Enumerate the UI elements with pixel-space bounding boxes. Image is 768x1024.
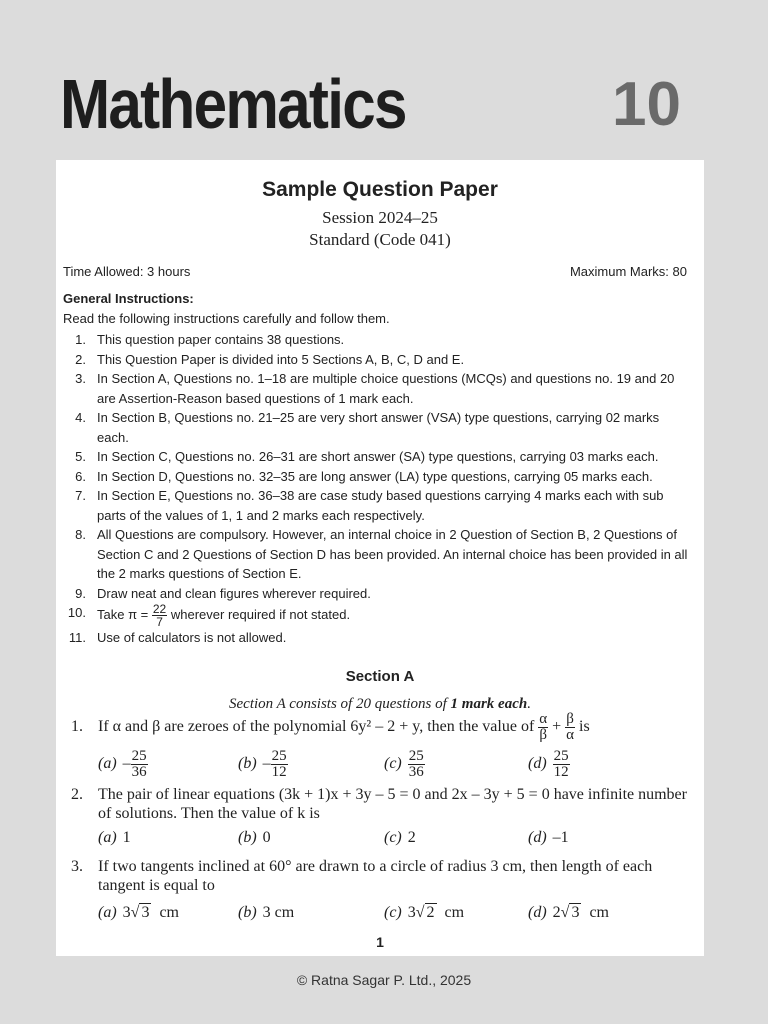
time-allowed: Time Allowed: 3 hours xyxy=(63,264,191,279)
section-subtitle-post: . xyxy=(527,696,531,712)
instruction-number: 1. xyxy=(75,332,86,347)
fraction-denominator: 12 xyxy=(271,764,287,780)
instruction-text: Use of calculators is not allowed. xyxy=(97,630,287,645)
fraction-denominator: 36 xyxy=(408,764,424,780)
instruction-text-post: wherever required if not stated. xyxy=(170,606,351,622)
fraction-denominator: 12 xyxy=(553,764,569,780)
instruction-item xyxy=(56,408,704,447)
instruction-text: Draw neat and clean figures wherever required. xyxy=(97,585,371,601)
instruction-number: 11. xyxy=(68,630,86,645)
page-number: 1 xyxy=(376,934,384,950)
option-fraction xyxy=(553,749,570,780)
instruction-item xyxy=(56,350,704,370)
option-d xyxy=(528,749,570,780)
option-value: 2 xyxy=(407,829,416,846)
instruction-number: 5. xyxy=(75,449,86,464)
paper-title: Sample Question Paper xyxy=(262,178,498,201)
instruction-text: This Question Paper is divided into 5 Sections A, B, C, D and E. xyxy=(97,351,465,367)
option-value: 3 cm xyxy=(262,904,295,921)
sqrt-symbol: √ xyxy=(130,904,140,921)
instruction-number: 2. xyxy=(75,351,86,367)
paper-session: Session 2024–25 xyxy=(322,208,438,227)
plus-sign: + xyxy=(552,718,562,736)
option-a xyxy=(98,829,131,847)
section-subtitle-marks: 1 mark each xyxy=(450,696,528,712)
question-1 xyxy=(71,712,691,743)
section-title: Section A xyxy=(345,668,415,685)
fraction-numerator: 22 xyxy=(152,602,167,616)
instruction-text: This question paper contains 38 questions. xyxy=(97,332,345,347)
instruction-item xyxy=(56,486,704,525)
sqrt-symbol: √ xyxy=(560,904,570,921)
alpha-over-beta-fraction xyxy=(538,712,548,743)
option-value: –1 xyxy=(552,829,569,846)
option-unit: cm xyxy=(159,904,179,921)
option-c xyxy=(384,829,416,847)
question-2 xyxy=(71,785,691,823)
instruction-item xyxy=(56,330,704,350)
question-3 xyxy=(71,857,691,895)
option-b xyxy=(238,749,288,780)
option-d xyxy=(528,829,569,847)
instruction-text: In Section E, Questions no. 36–38 are case study based questions carrying 4 marks each with sub parts of the values of 1, 1 and 2 marks each respectively. xyxy=(97,488,664,523)
option-fraction xyxy=(408,749,425,780)
instruction-number: 6. xyxy=(75,468,86,484)
option-coefficient: 2 xyxy=(552,904,561,921)
option-coefficient: 3 xyxy=(407,904,416,921)
fraction-numerator: α xyxy=(539,711,548,727)
option-unit: cm xyxy=(589,904,609,921)
pi-fraction xyxy=(152,603,167,628)
subject-title: Mathematics xyxy=(60,65,406,143)
option-c xyxy=(384,904,464,922)
fraction-numerator: 25 xyxy=(271,748,287,764)
instruction-item xyxy=(56,628,704,648)
instruction-item xyxy=(56,447,704,467)
instruction-number: 4. xyxy=(75,410,86,425)
instruction-number: 8. xyxy=(75,527,86,542)
instruction-item xyxy=(56,369,704,408)
option-label: (a) xyxy=(98,755,117,773)
instruction-text: All Questions are compulsory. However, an internal choice in 2 Question of Section B, 2 Questions of Section C and 2 Questions of Section D has been provided. An internal choice has been provided in all the 2 marks questions of Section E. xyxy=(97,527,688,581)
question-text-post: is xyxy=(579,718,590,736)
fraction-numerator: 25 xyxy=(408,748,424,764)
instruction-text: In Section A, Questions no. 1–18 are multiple choice questions (MCQs) and questions no. 19 and 20 are Assertion-Reason based questions of 1 mark each. xyxy=(97,371,675,406)
sqrt-radicand: 2 xyxy=(426,904,435,921)
paper-code: Standard (Code 041) xyxy=(309,230,451,249)
section-subtitle xyxy=(56,696,704,713)
fraction-denominator: β xyxy=(539,727,548,743)
option-b xyxy=(238,904,294,922)
option-c xyxy=(384,749,425,780)
option-value: 1 xyxy=(122,829,131,846)
fraction-numerator: β xyxy=(566,711,574,727)
maximum-marks: Maximum Marks: 80 xyxy=(569,264,687,279)
question-text-pre: If α and β are zeroes of the polynomial 6y² – 2 + y, then the value of xyxy=(98,718,535,736)
option-label: (b) xyxy=(238,829,257,846)
instruction-item xyxy=(56,603,704,628)
instruction-number: 3. xyxy=(75,371,86,386)
option-label: (a) xyxy=(98,904,117,921)
instruction-number: 10. xyxy=(67,605,86,620)
fraction-denominator: 36 xyxy=(131,764,147,780)
question-number: 3. xyxy=(71,858,83,875)
option-d xyxy=(528,904,609,922)
copyright-footer: © Ratna Sagar P. Ltd., 2025 xyxy=(296,972,472,988)
option-label: (a) xyxy=(98,829,117,846)
option-label: (d) xyxy=(528,829,547,846)
question-text: If two tangents inclined at 60° are drawn to a circle of radius 3 cm, then length of each tangent is equal to xyxy=(98,858,653,894)
beta-over-alpha-fraction xyxy=(565,712,575,743)
fraction-numerator: 25 xyxy=(131,748,147,764)
option-sign: – xyxy=(262,755,271,773)
instruction-text-pre: Take π = xyxy=(97,606,149,622)
instructions-heading: General Instructions: xyxy=(63,291,194,306)
fraction-numerator: 25 xyxy=(553,748,569,764)
question-paper-page xyxy=(56,160,704,956)
option-coefficient: 3 xyxy=(122,904,131,921)
option-label: (c) xyxy=(384,755,402,773)
question-number: 1. xyxy=(71,718,83,735)
instruction-item xyxy=(56,525,704,584)
option-a xyxy=(98,904,179,922)
instruction-number: 7. xyxy=(75,488,86,503)
sqrt-radicand: 3 xyxy=(571,904,580,921)
option-label: (c) xyxy=(384,904,402,921)
fraction-denominator: 7 xyxy=(156,615,163,629)
instruction-text: In Section D, Questions no. 32–35 are long answer (LA) type questions, carrying 05 marks each. xyxy=(97,468,653,484)
option-sign: – xyxy=(122,755,131,773)
option-fraction xyxy=(131,749,148,780)
option-a xyxy=(98,749,148,780)
option-label: (b) xyxy=(238,755,257,773)
question-text xyxy=(98,712,691,743)
instructions-list xyxy=(56,330,704,648)
option-fraction xyxy=(271,749,288,780)
grade-number: 10 xyxy=(612,70,681,139)
option-label: (b) xyxy=(238,904,257,921)
instruction-item xyxy=(56,467,704,487)
instructions-intro: Read the following instructions carefully and follow them. xyxy=(63,311,390,326)
sqrt-symbol: √ xyxy=(415,904,425,921)
instruction-number: 9. xyxy=(75,585,86,601)
question-number: 2. xyxy=(71,786,83,803)
option-label: (d) xyxy=(528,755,547,773)
option-label: (c) xyxy=(384,829,402,846)
fraction-denominator: α xyxy=(566,727,575,743)
option-label: (d) xyxy=(528,904,547,921)
option-unit: cm xyxy=(444,904,465,921)
instruction-text: In Section B, Questions no. 21–25 are very short answer (VSA) type questions, carrying 02 marks each. xyxy=(97,410,660,445)
instruction-item xyxy=(56,584,704,604)
sqrt-radicand: 3 xyxy=(141,904,150,921)
option-b xyxy=(238,829,271,847)
section-subtitle-pre: Section A consists of 20 questions of xyxy=(229,696,451,712)
question-text: The pair of linear equations (3k + 1)x + 3y – 5 = 0 and 2x – 3y + 5 = 0 have infinite number of solutions. Then the value of k is xyxy=(98,786,687,822)
option-value: 0 xyxy=(262,829,271,846)
book-header xyxy=(0,0,768,160)
instruction-text: In Section C, Questions no. 26–31 are short answer (SA) type questions, carrying 03 marks each. xyxy=(97,449,659,464)
